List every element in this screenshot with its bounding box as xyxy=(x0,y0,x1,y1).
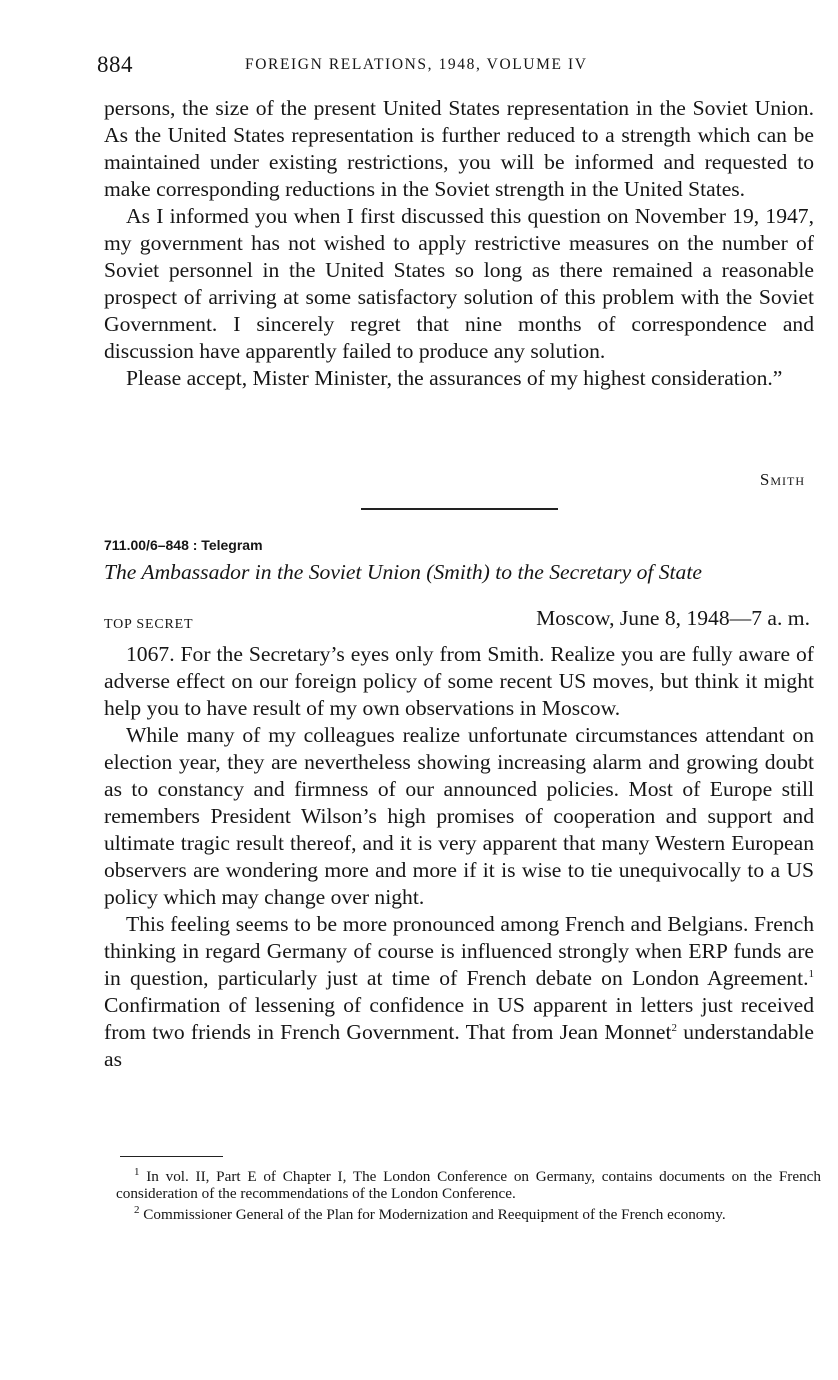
place-date: Moscow, June 8, 1948—7 a. m. xyxy=(536,606,810,630)
document-heading: The Ambassador in the Soviet Union (Smith) to the Secretary of State xyxy=(104,560,702,584)
classification: TOP SECRET xyxy=(104,617,194,632)
paragraph: 1067. For the Secretary’s eyes only from Smith. Realize you are fully aware of adverse effect on our foreign policy of some recent US moves, but think it might help you to have result of my own observations in Moscow. xyxy=(104,642,814,720)
footnote xyxy=(116,1203,821,1223)
footnote-text: In vol. II, Part E of Chapter I, The London Conference on Germany, contains documents on the French consideration of the recommendations of the London Conference. xyxy=(116,1168,821,1202)
footnote-text: Commissioner General of the Plan for Modernization and Reequipment of the French economy. xyxy=(139,1206,726,1223)
footnote-divider xyxy=(120,1156,223,1157)
file-reference: 711.00/6–848 : Telegram xyxy=(104,537,263,553)
paragraph-text: Confirmation of lessening of confidence in US apparent in letters just received from two friends in French Government. That from Jean Monnet xyxy=(104,993,814,1044)
footnote xyxy=(116,1165,821,1202)
signature: Smith xyxy=(759,470,805,489)
section-divider xyxy=(361,508,558,510)
paragraph: Please accept, Mister Minister, the assurances of my highest consideration.” xyxy=(126,366,783,390)
telegram-body xyxy=(104,641,814,1073)
footnotes xyxy=(116,1165,821,1227)
paragraph: persons, the size of the present United States representation in the Soviet Union. As the United States representation is further reduced to a strength which can be maintained under existing restrictions, you will be informed and requested to make corresponding reductions in the Soviet strength in the United States. xyxy=(104,96,814,201)
paragraph-text: This feeling seems to be more pronounced among French and Belgians. French thinking in regard Germany of course is influenced strongly when ERP funds are in question, particularly just at time of French debate on London Agreement. xyxy=(104,912,814,990)
footnote-marker: 1 xyxy=(808,967,814,980)
running-title: FOREIGN RELATIONS, 1948, VOLUME IV xyxy=(245,56,588,73)
paragraph-text: understandable as xyxy=(104,1020,814,1071)
paragraph xyxy=(104,911,814,1073)
page-number: 884 xyxy=(97,52,133,77)
paragraph: While many of my colleagues realize unfortunate circumstances attendant on election year, they are nevertheless showing increasing alarm and growing doubt as to constancy and firmness of our announced policies. Most of Europe still remembers President Wilson’s high promises of cooperation and support and ultimate tragic result thereof, and it is very apparent that many Western European observers are wondering more and more if it is wise to tie unequivocally to a US policy which may change over night. xyxy=(104,723,814,909)
previous-document-body xyxy=(104,95,814,392)
paragraph: As I informed you when I first discussed this question on November 19, 1947, my government has not wished to apply restrictive measures on the number of Soviet personnel in the United States so long as there remained a reasonable prospect of arriving at some satisfactory solution of this problem with the Soviet Government. I sincerely regret that nine months of correspondence and discussion have apparently failed to produce any solution. xyxy=(104,204,814,363)
footnote-number: 2 xyxy=(134,1203,140,1216)
footnote-marker: 2 xyxy=(671,1021,677,1034)
footnote-number: 1 xyxy=(134,1165,140,1178)
